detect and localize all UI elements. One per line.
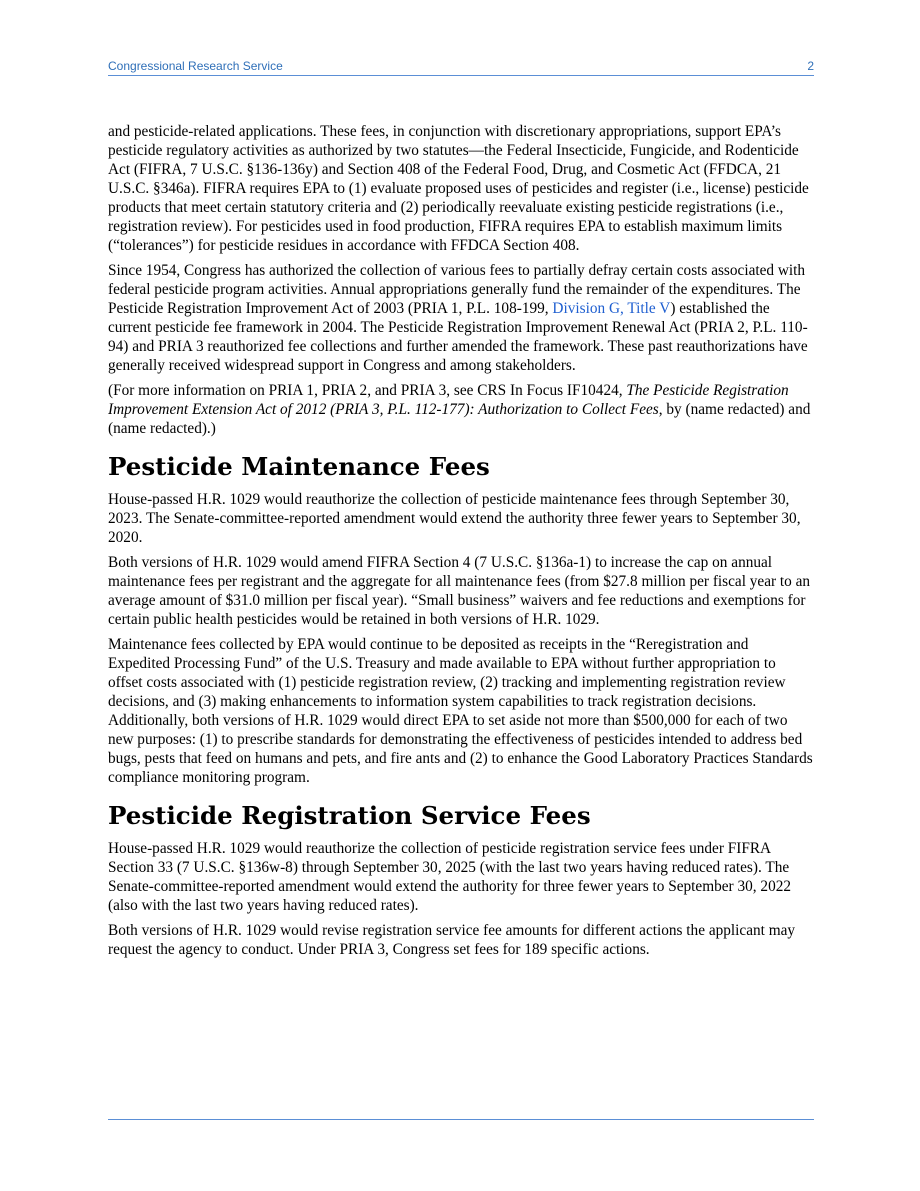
page-number: 2 <box>807 59 814 73</box>
registration-paragraph-2: Both versions of H.R. 1029 would revise registration service fee amounts for different actions the applicant may request the agency to conduct. Under PRIA 3, Congress set fees for 189 specific actions. <box>108 922 796 958</box>
division-g-title-v-link[interactable]: Division G, Title V <box>552 300 671 317</box>
heading-maintenance-fees: Pesticide Maintenance Fees <box>108 452 490 481</box>
header-source: Congressional Research Service <box>108 59 283 73</box>
maintenance-paragraph-2: Both versions of H.R. 1029 would amend FIFRA Section 4 (7 U.S.C. §136a-1) to increase the cap on annual maintenance fees per registrant and the aggregate for all maintenance fees (from $27.8 million per fiscal year to an average amount of $31.0 million per fiscal year). “Small business” waivers and fee reductions and exemptions for certain public health pesticides would be retained in both versions of H.R. 1029. <box>108 554 811 628</box>
maintenance-paragraph-1: House-passed H.R. 1029 would reauthorize the collection of pesticide maintenance fees through September 30, 2023. The Senate-committee-reported amendment would extend the authority three fewer years to September 30, 2020. <box>108 491 801 546</box>
document-body <box>108 122 814 965</box>
intro-paragraph-3-text-a: (For more information on PRIA 1, PRIA 2, and PRIA 3, see CRS In Focus IF10424, <box>108 382 627 399</box>
intro-paragraph-2-text-a: Since 1954, Congress has authorized the collection of various fees to partially defray certain costs associated with federal pesticide program activities. Annual appropriations generally fund the remainder of the expenditures. The Pesticide Registration Improvement Act of 2003 (PRIA 1, P.L. 108-199, <box>108 262 806 317</box>
heading-registration-service-fees: Pesticide Registration Service Fees <box>108 801 591 830</box>
registration-paragraph-1: House-passed H.R. 1029 would reauthorize the collection of pesticide registration service fees under FIFRA Section 33 (7 U.S.C. §136w-8) through September 30, 2025 (with the last two years having reduced rates). The Senate-committee-reported amendment would extend the authority for three fewer years to September 30, 2022 (also with the last two years having reduced rates). <box>108 840 792 914</box>
intro-paragraph-2-text-b: ) established the current pesticide fee framework in 2004. The Pesticide Registration Improvement Renewal Act (PRIA 2, P.L. 110-94) and PRIA 3 reauthorized fee collections and further amended the framework. These past reauthorizations have generally received widespread support in Congress and among stakeholders. <box>108 300 808 374</box>
intro-paragraph-1: and pesticide-related applications. These fees, in conjunction with discretionary appropriations, support EPA’s pesticide regulatory activities as authorized by two statutes—the Federal Insecticide, Fungicide, and Rodenticide Act (FIFRA, 7 U.S.C. §136-136y) and Section 408 of the Federal Food, Drug, and Cosmetic Act (FFDCA, 21 U.S.C. §346a). FIFRA requires EPA to (1) evaluate proposed uses of pesticides and register (i.e., license) pesticide products that meet certain statutory criteria and (2) periodically reevaluate existing pesticide registrations (i.e., registration review). For pesticides used in food production, FIFRA requires EPA to establish maximum limits (“tolerances”) for pesticide residues in accordance with FFDCA Section 408. <box>108 123 809 254</box>
intro-paragraph-3-text-b: , by (name redacted) and (name redacted).) <box>108 401 811 437</box>
footer-rule <box>108 1119 814 1120</box>
maintenance-paragraph-3: Maintenance fees collected by EPA would continue to be deposited as receipts in the “Reregistration and Expedited Processing Fund” of the U.S. Treasury and made available to EPA without further appropriation to offset costs associated with (1) pesticide registration review, (2) tracking and implementing registration review decisions, and (3) making enhancements to information system capabilities to track registration decisions. Additionally, both versions of H.R. 1029 would direct EPA to set aside not more than $500,000 for each of two new purposes: (1) to prescribe standards for demonstrating the effectiveness of pesticides intended to address bed bugs, pests that feed on humans and pets, and fire ants and (2) to enhance the Good Laboratory Practices Standards compliance monitoring program. <box>108 636 813 786</box>
report-title-italic: The Pesticide Registration Improvement Extension Act of 2012 (PRIA 3, P.L. 112-177): Authorization to Collect Fees <box>108 382 789 418</box>
running-header <box>108 58 814 76</box>
intro-paragraph-2 <box>108 261 814 375</box>
intro-paragraph-3 <box>108 381 814 438</box>
